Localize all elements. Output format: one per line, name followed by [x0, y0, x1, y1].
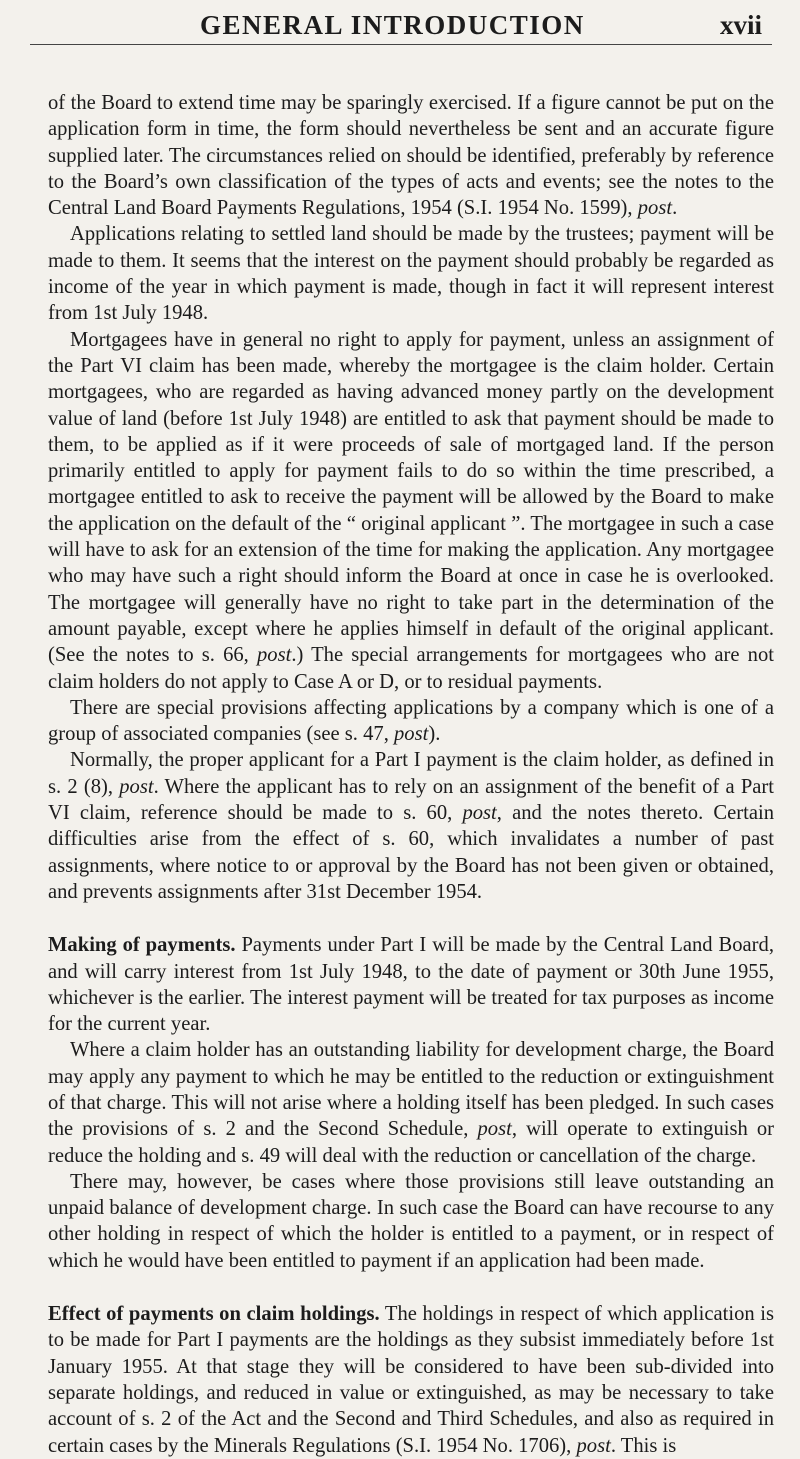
paragraph-settled-land: Applications relating to settled land should be made by the trustees; payment will be made to them. It seems that the interest on the payment should probably be regarded as income of the year in which payment is made, though in fact it will represent interest from 1st July 1948. [48, 223, 774, 325]
section-effect-of-payments: Effect of payments on claim holdings. The holdings in respect of which application is to be made for Part I payments are the holdings as they subsist immediately before 1st January 1955. At that stage they will be considered to have been sub-divided into separate holdings, and reduced in value or extinguished, as may be necessary to take account of s. 2 of the Act and the Second and Third Schedules, and also as required in certain cases by the Minerals Regulations (S.I. 1954 No. 1706), post. This is [48, 1303, 775, 1457]
section-heading: Effect of payments on claim holdings. [48, 1303, 380, 1326]
paragraph-proper-applicant: Normally, the proper applicant for a Part I payment is the claim holder, as defined in s. 2 (8), post. Where the applicant has to rely on an assignment of the benefit of a Part VI claim, reference should be made to s. 60, post, and the notes thereto. Certain difficulties arise from the effect of s. 60, which invalidates a number of past assignments, where notice to or approval by the Board has not been given or obtained, and prevents assignments after 31st December 1954. [48, 749, 774, 903]
running-title: GENERAL INTRODUCTION [200, 10, 585, 40]
body-text [48, 90, 774, 1459]
section-making-of-payments: Making of payments. Payments under Part I will be made by the Central Land Board, and will carry interest from 1st July 1948, to the date of payment or 30th June 1955, whichever is the earlier. The interest payment will be treated for tax purposes as income for the current year. [48, 934, 774, 1036]
section-heading: Making of payments. [48, 934, 236, 957]
page-number: xvii [719, 10, 762, 40]
paragraph-development-charge: Where a claim holder has an outstanding liability for development charge, the Board may apply any payment to which he may be entitled to the reduction or extinguishment of that charge. This will not arise where a holding itself has been pledged. In such cases the provisions of s. 2 and the Second Schedule, post, will operate to extinguish or reduce the holding and s. 49 will deal with the reduction or cancellation of the charge. [48, 1039, 775, 1167]
running-header [30, 8, 772, 45]
paragraph-associated-companies: There are special provisions affecting applications by a company which is one of a group of associated companies (see s. 47, post). [48, 696, 774, 746]
paragraph-continued: of the Board to extend time may be sparingly exercised. If a figure cannot be put on the application form in time, the form should nevertheless be sent and an accurate figure supplied later. The circumstances relied on should be identified, preferably by reference to the Board’s own classification of the types of acts and events; see the notes to the Central Land Board Payments Regulations, 1954 (S.I. 1954 No. 1599), post. [48, 92, 774, 220]
paragraph-unpaid-balance: There may, however, be cases where those provisions still leave outstanding an unpaid balance of development charge. In such case the Board can have recourse to any other holding in respect of which the holder is entitled to a payment, or in respect of which he would have been entitled to payment if an application had been made. [48, 1170, 774, 1272]
paragraph-mortgagees: Mortgagees have in general no right to apply for payment, unless an assignment of the Part VI claim has been made, whereby the mortgagee is the claim holder. Certain mortgagees, who are regarded as having advanced money partly on the development value of land (before 1st July 1948) are entitled to ask that payment should be made to them, to be applied as if it were proceeds of sale of mortgaged land. If the person primarily entitled to apply for payment fails to do so within the time prescribed, a mortgagee entitled to ask to receive the payment will be allowed by the Board to make the application on the default of the “ original applicant ”. The mortgagee in such a case will have to ask for an extension of the time for making the application. Any mortgagee who may have such a right should inform the Board at once in case he is overlooked. The mortgagee will generally have no right to take part in the determination of the amount payable, except where he applies himself in default of the original applicant. (See the notes to s. 66, post.) The special arrangements for mortgagees who are not claim holders do not apply to Case A or D, or to residual payments. [48, 328, 774, 693]
